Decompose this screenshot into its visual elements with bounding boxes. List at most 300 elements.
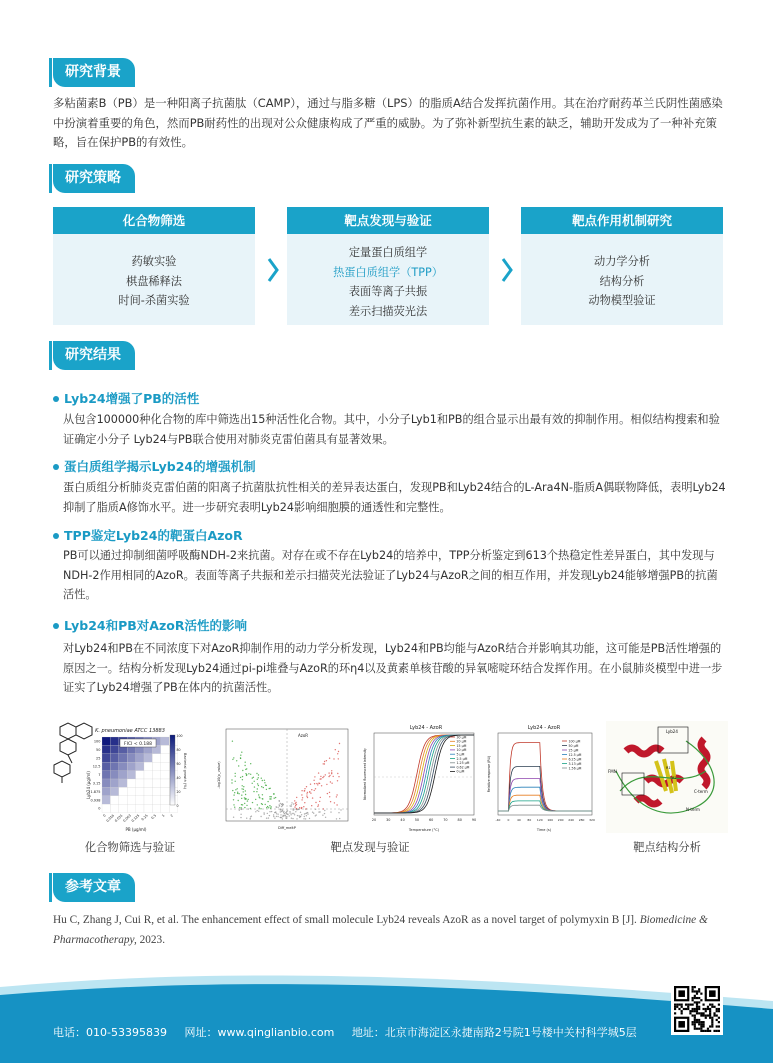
spr-ylabel: Relative response (RU) [487,755,491,793]
volcano-point [327,793,328,794]
qr-module [705,1017,707,1019]
melt-x-tick: 50 [414,818,420,822]
volcano-point [307,812,308,813]
volcano-point [331,772,332,773]
volcano-point [293,803,294,804]
volcano-point [247,800,248,801]
qr-module [692,1023,694,1025]
volcano-point [259,807,260,808]
volcano-point [281,806,282,807]
qr-module [694,1017,696,1019]
volcano-point [306,795,307,796]
volcano-point [244,797,245,798]
volcano-point [244,803,245,804]
heatmap-cell [102,796,110,804]
volcano-point [233,794,234,795]
bullet-icon [53,396,59,402]
volcano-point [235,781,236,782]
volcano-point [231,782,232,783]
spr-x-tick: 280 [578,818,585,822]
volcano-point [337,753,338,754]
volcano-point [291,804,292,805]
volcano-point [245,762,246,763]
heatmap-x-tick: 0.5 [150,813,158,821]
qr-module [702,1021,704,1023]
result-body: 对Lyb24和PB在不同浓度下对AzoR抑制作用的动力学分析发现，Lyb24和PB均能与AzoR结合并影响其功能，这可能是PB活性增强的原因之一。结构分析发现Lyb24通过pi-pi堆叠与AzoR的环η4以及黄素单核苷酸的异氧嘧啶环结合发挥作用。在小鼠肺炎模型中进一步证实了Lyb24增强了PB在体内的抗菌活性。 [63,642,723,694]
heatmap-cell [110,779,118,787]
heatmap-cell [152,779,160,787]
qr-module [698,1019,700,1021]
volcano-point [280,817,281,818]
volcano-point [304,790,305,791]
volcano-point [246,818,247,819]
result-body: 从包含100000种化合物的库中筛选出15种活性化合物。其中，小分子Lyb1和PB的组合显示出最有效的抑制作用。相似结构搜索和验证确定小分子 Lyb24与PB联合使用对肺炎克雷伯菌具有显著效果。 [63,413,720,446]
volcano-point [325,817,326,818]
strategy-item: 时间-杀菌实验 [118,294,190,307]
spr-x-tick: 160 [547,818,554,822]
spr-x-tick: 80 [527,818,532,822]
volcano-point [304,788,305,789]
volcano-point [339,743,340,744]
qr-module [694,986,696,988]
strategy-item: 定量蛋白质组学 [348,246,428,259]
volcano-point [312,797,313,798]
result-heading-text: 蛋白质组学揭示Lyb24的增强机制 [64,459,256,474]
melt-x-tick: 60 [428,818,434,822]
qr-module [702,1012,704,1014]
volcano-point [248,799,249,800]
volcano-point [256,773,257,774]
volcano-point [245,799,246,800]
qr-module [692,1008,694,1010]
volcano-point [294,806,295,807]
volcano-point [303,806,304,807]
structure-label: C-term [694,789,708,794]
qr-module [692,1010,694,1012]
volcano-point [330,811,331,812]
qr-module [713,1012,715,1014]
volcano-point [299,815,300,816]
volcano-point [269,796,270,797]
heatmap-cell [136,804,144,812]
heatmap-cell [152,796,160,804]
volcano-point [321,785,322,786]
qr-module [687,1006,689,1008]
volcano-point [299,807,300,808]
footer-contact [53,1024,651,1040]
volcano-point [266,818,267,819]
heatmap-cell [102,762,110,770]
strategy-item: 差示扫描荧光法 [348,304,428,318]
volcano-point [289,812,290,813]
footer-website[interactable]: 网址：www.qinglianbio.com [184,1026,335,1039]
colorbar-label: Bacterial growth (%) [183,753,187,789]
volcano-point [248,773,249,774]
heatmap-cell [102,779,110,787]
qr-module [718,1004,720,1006]
volcano-point [338,812,339,813]
volcano-point [232,790,233,791]
qr-module [716,1025,718,1027]
volcano-point [269,815,270,816]
qr-module [687,1004,689,1006]
volcano-point [309,791,310,792]
volcano-point [286,816,287,817]
volcano-point [252,783,253,784]
melt-legend-item: 1.25 μM [456,761,470,766]
volcano-point [260,816,261,817]
heatmap-cell [152,771,160,779]
heatmap-cell [144,754,152,762]
volcano-point [298,809,299,810]
qr-module [711,1025,713,1027]
volcano-point [250,816,251,817]
volcano-point [257,788,258,789]
qr-module [718,1008,720,1010]
qr-module [711,1004,713,1006]
strategy-item: 动物模型验证 [588,294,656,307]
melt-x-tick: 70 [443,818,448,822]
melt-legend-item: 20 μM [456,739,467,744]
volcano-point [245,794,246,795]
volcano-point [264,814,265,815]
volcano-point [309,818,310,819]
volcano-point [239,807,240,808]
heatmap-y-tick: 3.15 [92,781,101,786]
qr-module [705,1008,707,1010]
figure-caption: 靶点发现与验证 [330,841,410,854]
qr-module [718,1030,720,1032]
volcano-point [241,795,242,796]
volcano-point [261,778,262,779]
qr-module [676,1006,678,1008]
volcano-point [259,796,260,797]
result-heading [53,526,243,544]
volcano-point [311,789,312,790]
qr-module [696,990,698,992]
volcano-point [301,814,302,815]
volcano-point [240,808,241,809]
spr-legend-item: 50 μM [568,743,579,748]
volcano-point [242,804,243,805]
heatmap-y-tick: 12.5 [92,764,101,769]
volcano-point [241,788,242,789]
qr-module [685,1004,687,1006]
qr-module [698,988,700,990]
volcano-point [331,783,332,784]
volcano-point [237,793,238,794]
volcano-point [322,777,323,778]
volcano-point [313,780,314,781]
volcano-point [241,798,242,799]
volcano-point [277,816,278,817]
heatmap-cell [119,762,127,770]
melt-xlabel: Temperature (°C) [408,828,440,832]
volcano-point [243,791,244,792]
volcano-point [262,794,263,795]
volcano-point [265,804,266,805]
volcano-point [305,808,306,809]
qr-module [705,1010,707,1012]
volcano-point [240,814,241,815]
qr-module [676,1004,678,1006]
volcano-point [283,812,284,813]
melt-x-tick: 30 [386,818,391,822]
qr-module [702,1014,704,1016]
qr-finder-core [678,990,685,997]
volcano-point [250,808,251,809]
heatmap-cell [161,787,169,795]
volcano-point [269,805,270,806]
volcano-point [307,792,308,793]
heatmap-cell [161,804,169,812]
qr-module [692,1021,694,1023]
volcano-point [329,796,330,797]
qr-module [698,1008,700,1010]
colorbar-tick: 60 [176,762,181,766]
volcano-point [250,774,251,775]
qr-module [716,1019,718,1021]
heatmap-cell [136,754,144,762]
qr-module [692,1014,694,1016]
qr-module [692,990,694,992]
volcano-point [267,806,268,807]
heatmap-y-tick: 7 [98,773,101,778]
melt-x-tick: 40 [400,818,405,822]
qr-module [696,1001,698,1003]
volcano-point [258,811,259,812]
volcano-point [315,788,316,789]
qr-module [694,1001,696,1003]
volcano-point [326,784,327,785]
volcano-point [276,816,277,817]
volcano-point [248,808,249,809]
volcano-point [295,803,296,804]
section-title-references: 参考文章 [53,873,135,902]
qr-module [700,1030,702,1032]
heatmap-cell [119,771,127,779]
heatmap-cell [102,737,110,745]
qr-module [698,1001,700,1003]
qr-module [696,1012,698,1014]
volcano-point [301,794,302,795]
melt-legend-item: 0 μM [456,769,465,774]
volcano-point [237,792,238,793]
qr-module [674,1004,676,1006]
volcano-point [301,790,302,791]
qr-module [713,1030,715,1032]
melt-x-tick: 90 [471,818,477,822]
volcano-point [262,780,263,781]
volcano-point [279,804,280,805]
spr-xlabel: Time (s) [536,828,552,832]
volcano-point [319,783,320,784]
qr-module [711,1017,713,1019]
heatmap-cell [102,787,110,795]
heatmap-cell [119,787,127,795]
heatmap-cell [127,754,135,762]
colorbar-tick: 20 [176,790,181,794]
qr-module [707,1008,709,1010]
heatmap-cell [127,762,135,770]
volcano-point [322,815,323,816]
volcano-point [267,813,268,814]
heatmap-cell [127,787,135,795]
volcano-point [246,805,247,806]
qr-module [696,1008,698,1010]
volcano-point [334,802,335,803]
heatmap-x-ticks [102,813,174,823]
volcano-point [325,774,326,775]
volcano-point [282,805,283,806]
volcano-point [323,808,324,809]
qr-module [696,1028,698,1030]
volcano-point [324,761,325,762]
qr-module [702,1025,704,1027]
melt-legend-item: 5 μM [456,752,465,757]
protein-structure-figure [606,721,728,833]
volcano-point [234,792,235,793]
volcano-point [254,786,255,787]
volcano-point [260,808,261,809]
reference-journal: Biomedicine & Pharmacotherapy, [53,914,708,946]
volcano-point [266,785,267,786]
volcano-point [303,818,304,819]
heatmap-y-tick: 1.875 [90,789,101,794]
volcano-point [289,805,290,806]
volcano-point [294,814,295,815]
volcano-point [315,802,316,803]
spr-legend-item: 1.56 μM [568,766,582,771]
volcano-point [263,787,264,788]
qr-module [707,1006,709,1008]
qr-module [678,1004,680,1006]
volcano-point [296,808,297,809]
volcano-point [333,758,334,759]
qr-module [705,1014,707,1016]
qr-module [674,1012,676,1014]
volcano-point [330,801,331,802]
qr-module [707,1030,709,1032]
colorbar-tick: 0 [176,804,179,808]
volcano-point [257,783,258,784]
heatmap-cell [110,737,118,745]
qr-module [674,1006,676,1008]
section-title-results: 研究结果 [53,341,135,370]
qr-module [709,1017,711,1019]
heatmap-cell [127,771,135,779]
volcano-point [324,810,325,811]
qr-module [700,1023,702,1025]
volcano-point [283,811,284,812]
strategy-panel-mechanism [521,207,723,325]
heatmap-cell [102,771,110,779]
qr-module [694,995,696,997]
result-heading [53,616,247,634]
spr-legend-item: 3.13 μM [568,761,582,766]
strategy-panel-target [287,207,489,325]
spr-x-tick: 200 [557,818,564,822]
heatmap-cell [144,796,152,804]
volcano-point [243,786,244,787]
spr-x-tick: 120 [536,818,543,822]
qr-module [696,993,698,995]
spr-x-tick: 240 [568,818,574,822]
heatmap-cell [136,787,144,795]
qr-module [716,1008,718,1010]
volcano-point [240,777,241,778]
volcano-point [262,798,263,799]
volcano-point [250,763,251,764]
volcano-point [273,814,274,815]
volcano-point [336,794,337,795]
volcano-point [287,810,288,811]
volcano-point [282,810,283,811]
volcano-point [337,780,338,781]
heatmap-cell [136,779,144,787]
qr-module [709,1004,711,1006]
volcano-point [315,809,316,810]
volcano-point [289,815,290,816]
qr-module [713,1006,715,1008]
qr-module [700,1012,702,1014]
heatmap-cell [127,779,135,787]
qr-module [700,993,702,995]
heatmap-cell [152,787,160,795]
volcano-point [329,758,330,759]
section-title-background: 研究背景 [53,58,135,87]
volcano-point [318,804,319,805]
qr-module [698,1006,700,1008]
result-heading-text: Lyb24增强了PB的活性 [64,391,200,406]
volcano-point [336,796,337,797]
strategy-item: 表面等离子共振 [348,285,428,298]
section-title-strategy: 研究策略 [53,164,135,193]
volcano-point [271,811,272,812]
volcano-point [275,797,276,798]
qr-module [694,1008,696,1010]
volcano-point [238,800,239,801]
heatmap-cell [152,754,160,762]
volcano-point [286,813,287,814]
volcano-point [326,760,327,761]
volcano-point [257,810,258,811]
volcano-point [317,806,318,807]
qr-module [694,997,696,999]
qr-module [709,1025,711,1027]
qr-module [718,1025,720,1027]
heatmap-y-tick: 0.938 [90,798,101,803]
volcano-point [242,770,243,771]
melt-ylabel: Normalized fluorescent intensity [363,748,367,800]
volcano-point [340,809,341,810]
volcano-point [336,804,337,805]
qr-module [681,1012,683,1014]
volcano-annotation: AzoR [298,733,309,738]
volcano-point [257,804,258,805]
structure-label: Lyb24 [666,729,678,734]
volcano-point [271,796,272,797]
qr-code-icon[interactable] [671,983,723,1035]
heatmap-cell [102,754,110,762]
volcano-point [241,807,242,808]
qr-module [702,1023,704,1025]
volcano-point [264,782,265,783]
heatmap-cell [136,771,144,779]
volcano-point [323,776,324,777]
volcano-point [297,809,298,810]
volcano-point [233,817,234,818]
